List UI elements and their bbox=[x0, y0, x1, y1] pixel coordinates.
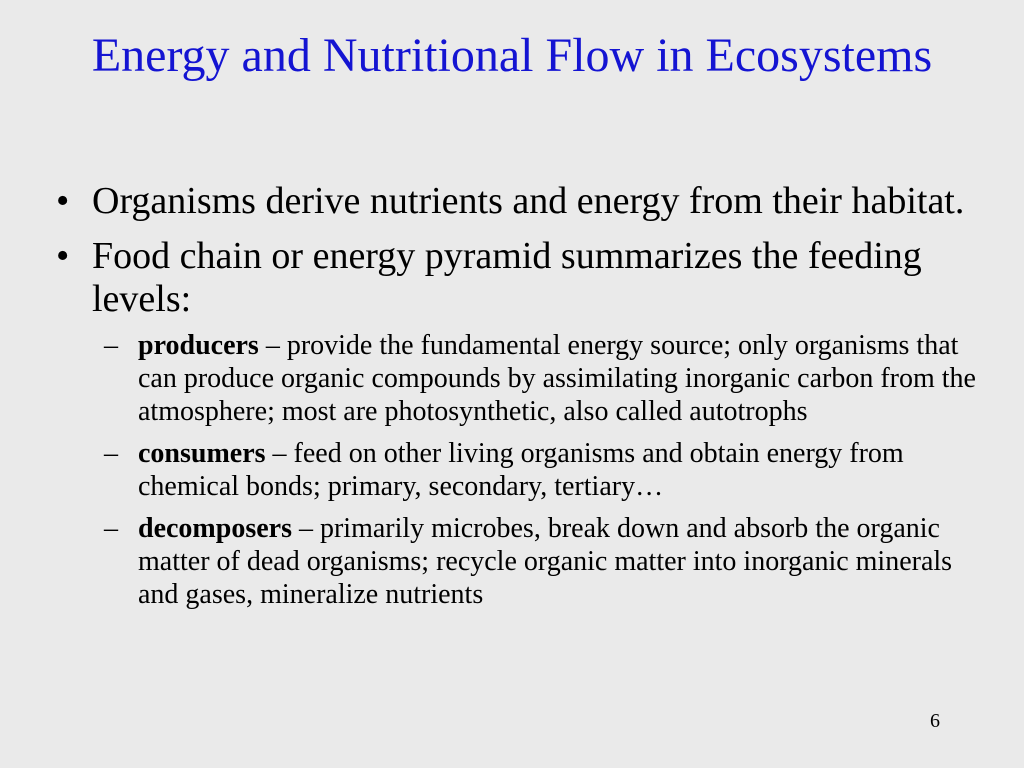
sub-bullet-decomposers bbox=[104, 512, 976, 611]
bullet-marker: • bbox=[56, 180, 70, 222]
sub-bullet-producers bbox=[104, 329, 976, 428]
bullet-text: Organisms derive nutrients and energy from their habitat. bbox=[92, 180, 965, 222]
sub-bullet-text bbox=[138, 512, 976, 611]
bullet-marker: • bbox=[56, 235, 70, 277]
sub-bullet-consumers bbox=[104, 437, 976, 503]
sub-bullet-marker: – bbox=[104, 513, 118, 544]
sub-bullet-marker: – bbox=[104, 330, 118, 361]
term-producers: producers bbox=[138, 330, 259, 361]
bullet-text: Food chain or energy pyramid summarizes the feeding levels: bbox=[92, 235, 922, 320]
page-number: 6 bbox=[930, 710, 940, 732]
bullet-list bbox=[56, 180, 976, 620]
sub-bullet-text bbox=[138, 437, 976, 503]
sub-bullet-text bbox=[138, 329, 976, 428]
bullet-item bbox=[56, 180, 976, 223]
definition-consumers: – feed on other living organisms and obtain energy from chemical bonds; primary, secondary, tertiary… bbox=[138, 438, 904, 502]
slide-title: Energy and Nutritional Flow in Ecosystems bbox=[91, 29, 933, 82]
sub-bullet-list bbox=[56, 329, 976, 611]
term-consumers: consumers bbox=[138, 438, 266, 469]
bullet-item bbox=[56, 235, 976, 321]
definition-decomposers: – primarily microbes, break down and absorb the organic matter of dead organisms; recycle organic matter into inorganic minerals and gases, mineralize nutrients bbox=[138, 513, 953, 610]
definition-producers: – provide the fundamental energy source; only organisms that can produce organic compounds by assimilating inorganic carbon from the atmosphere; most are photosynthetic, also called autotrophs bbox=[138, 330, 976, 427]
term-decomposers: decomposers bbox=[138, 513, 292, 544]
sub-bullet-marker: – bbox=[104, 438, 118, 469]
